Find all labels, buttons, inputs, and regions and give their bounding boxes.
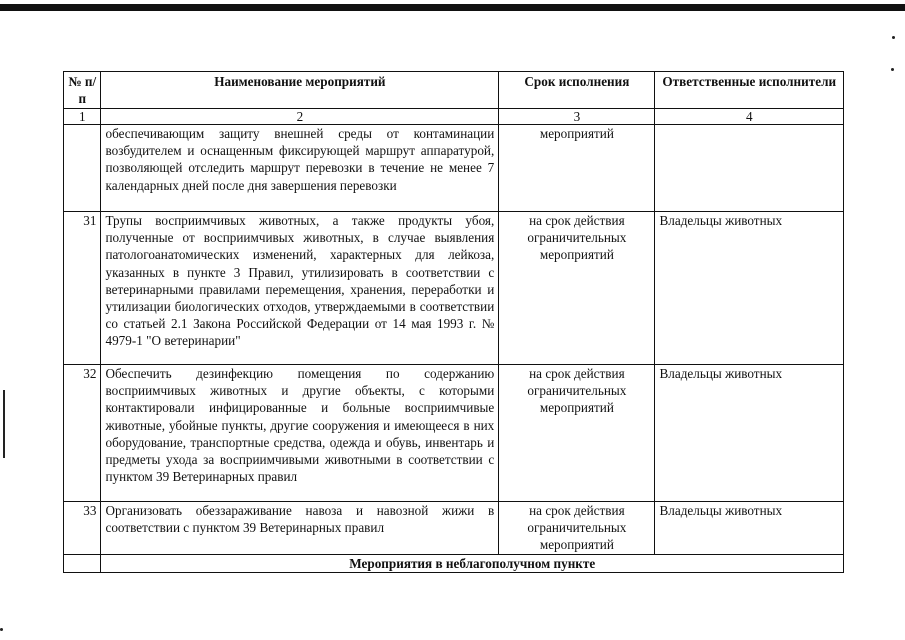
- row-term: мероприятий: [499, 125, 655, 212]
- row-measure: обеспечивающим защиту внешней среды от контаминации возбудителем и оснащенным фиксирующей маршрут аппаратурой, позволяющей отследить маршрут перевозки в течение не менее 7 календарных дней после дня завершения перевозки: [101, 125, 499, 212]
- column-index-cell: 4: [655, 109, 844, 125]
- section-row: [64, 554, 844, 572]
- row-responsible: Владельцы животных: [655, 502, 844, 555]
- row-num: [64, 125, 101, 212]
- scan-speck: [892, 36, 895, 39]
- row-term: на срок действия ограничительных мероприятий: [499, 365, 655, 502]
- row-responsible: Владельцы животных: [655, 365, 844, 502]
- table-row: [64, 365, 844, 502]
- table-header-row: [64, 72, 844, 109]
- row-num: 31: [64, 212, 101, 365]
- measures-table: [63, 71, 844, 573]
- row-term: на срок действия ограничительных мероприятий: [499, 502, 655, 555]
- table-row: [64, 502, 844, 555]
- row-term: на срок действия ограничительных мероприятий: [499, 212, 655, 365]
- row-num: 32: [64, 365, 101, 502]
- header-name: Наименование мероприятий: [101, 72, 499, 109]
- scan-speck: [891, 68, 894, 71]
- row-num: 33: [64, 502, 101, 555]
- scan-top-border: [0, 4, 905, 11]
- row-responsible: [655, 125, 844, 212]
- table-row: [64, 212, 844, 365]
- column-index-cell: 3: [499, 109, 655, 125]
- column-index-cell: 2: [101, 109, 499, 125]
- header-num: № п/п: [64, 72, 101, 109]
- scan-margin-mark: [3, 390, 5, 458]
- section-title: Мероприятия в неблагополучном пункте: [101, 554, 844, 572]
- row-measure: Организовать обеззараживание навоза и навозной жижи в соответствии с пунктом 39 Ветеринарных правил: [101, 502, 499, 555]
- scan-speck: [0, 628, 3, 631]
- section-num-cell: [64, 554, 101, 572]
- row-measure: Трупы восприимчивых животных, а также продукты убоя, полученные от восприимчивых животных, в случае выявления патологоанатомических изменений, характерных для лейкоза, указанных в пункте 3 Правил, утилизировать в соответствии с ветеринарными правилами перемещения, хранения, переработки и утилизации биологических отходов, утверждаемыми в соответствии со статьей 2.1 Закона Российской Федерации от 14 мая 1993 г. № 4979-1 "О ветеринарии": [101, 212, 499, 365]
- header-resp: Ответственные исполнители: [655, 72, 844, 109]
- column-index-row: [64, 109, 844, 125]
- row-measure: Обеспечить дезинфекцию помещения по содержанию восприимчивых животных и другие объекты, с которыми контактировали инфицированные и больные восприимчивые животные, убойные пункты, другие сооружения и имеющееся в них оборудование, транспортные средства, одежда и обувь, инвентарь и предметы ухода за восприимчивыми животными в соответствии с пунктом 39 Ветеринарных правил: [101, 365, 499, 502]
- table-row: [64, 125, 844, 212]
- column-index-cell: 1: [64, 109, 101, 125]
- header-term: Срок исполнения: [499, 72, 655, 109]
- row-responsible: Владельцы животных: [655, 212, 844, 365]
